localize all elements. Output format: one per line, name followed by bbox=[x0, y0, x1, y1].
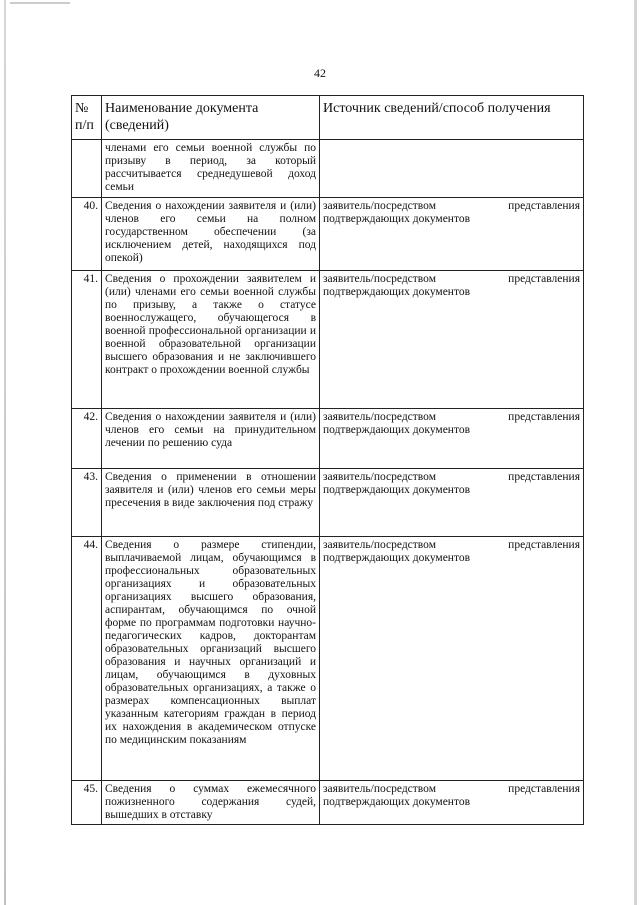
page-number: 42 bbox=[314, 66, 326, 80]
row-num: 41. bbox=[72, 271, 102, 409]
row-source: заявитель/посредством представления подтверждающих документов bbox=[320, 271, 584, 409]
row-source bbox=[320, 140, 584, 198]
header-num: № п/п bbox=[72, 96, 102, 140]
table-row bbox=[72, 140, 584, 198]
row-num: 43. bbox=[72, 469, 102, 537]
table-row bbox=[72, 537, 584, 781]
table-row bbox=[72, 469, 584, 537]
table-header-row bbox=[72, 96, 584, 140]
table-row bbox=[72, 409, 584, 469]
row-num: 45. bbox=[72, 781, 102, 825]
row-name: Сведения о нахождении заявителя и (или) членов его семьи на полном государственном обеспечении (за исключением детей, находящихся под опекой) bbox=[102, 198, 320, 271]
table-row bbox=[72, 271, 584, 409]
row-source: заявитель/посредством представления подтверждающих документов bbox=[320, 469, 584, 537]
row-name: Сведения о применении в отношении заявителя и (или) членов его семьи меры пресечения в виде заключения под стражу bbox=[102, 469, 320, 537]
table-row bbox=[72, 198, 584, 271]
header-name: Наименование документа (сведений) bbox=[102, 96, 320, 140]
table-row bbox=[72, 781, 584, 825]
row-name: Сведения о суммах ежемесячного пожизненного содержания судей, вышедших в отставку bbox=[102, 781, 320, 825]
documents-table bbox=[71, 95, 584, 825]
row-source: заявитель/посредством представления подтверждающих документов bbox=[320, 781, 584, 825]
row-source: заявитель/посредством представления подтверждающих документов bbox=[320, 409, 584, 469]
row-source: заявитель/посредством представления подтверждающих документов bbox=[320, 537, 584, 781]
row-num: 42. bbox=[72, 409, 102, 469]
row-name: Сведения о нахождении заявителя и (или) членов его семьи на принудительном лечении по решению суда bbox=[102, 409, 320, 469]
row-name: Сведения о размере стипендии, выплачиваемой лицам, обучающимся в профессиональных образовательных организациях и образовательных организациях высшего образования, аспирантам, обучающимся по очной форме по программам подготовки научно-педагогических кадров, докторантам образовательных организаций высшего образования и научных организаций и лицам, обучающимся в духовных образовательных организациях, а также о размерах компенсационных выплат указанным категориям граждан в период их нахождения в академическом отпуске по медицинским показаниям bbox=[102, 537, 320, 781]
row-name: членами его семьи военной службы по призыву в период, за который рассчитывается среднедушевой доход семьи bbox=[102, 140, 320, 198]
row-num bbox=[72, 140, 102, 198]
row-name: Сведения о прохождении заявителем и (или) членами его семьи военной службы по призыву, а также о статусе военнослужащего, обучающегося в военной профессиональной организации и военной образовательной организации высшего образования и не заключившего контракт о прохождении военной службы bbox=[102, 271, 320, 409]
scan-edge-right bbox=[634, 0, 637, 905]
scan-mark-top bbox=[10, 2, 70, 4]
row-num: 40. bbox=[72, 198, 102, 271]
header-source: Источник сведений/способ получения bbox=[320, 96, 584, 140]
row-source: заявитель/посредством представления подтверждающих документов bbox=[320, 198, 584, 271]
scan-edge-left bbox=[4, 0, 6, 905]
row-num: 44. bbox=[72, 537, 102, 781]
